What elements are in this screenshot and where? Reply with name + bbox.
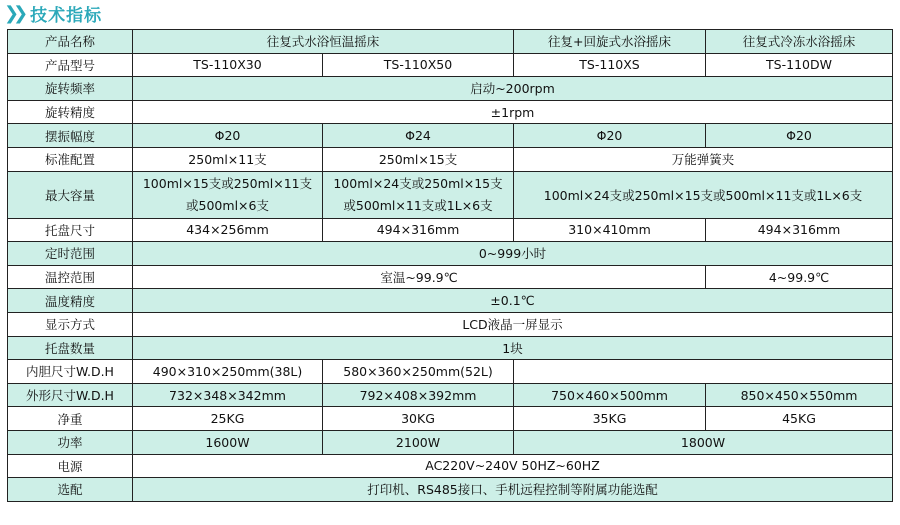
table-cell: 往复式冷冻水浴摇床 bbox=[706, 30, 893, 54]
table-row bbox=[8, 147, 893, 171]
table-cell: Φ20 bbox=[706, 124, 893, 148]
table-row bbox=[8, 407, 893, 431]
table-cell: LCD液晶一屏显示 bbox=[133, 312, 893, 336]
table-row bbox=[8, 100, 893, 124]
table-row bbox=[8, 454, 893, 478]
double-chevron-right-icon: ❯❯ bbox=[4, 2, 23, 24]
cell-line: 或500ml×6支 bbox=[186, 197, 269, 213]
table-cell: 往复+回旋式水浴摇床 bbox=[514, 30, 706, 54]
row-label: 托盘数量 bbox=[8, 336, 133, 360]
cell-line: 100ml×15支或250ml×11支 bbox=[142, 175, 313, 191]
table-cell: 100ml×24支或250ml×15支或500ml×11支或1L×6支 bbox=[514, 171, 893, 218]
cell-line: 100ml×24支或250ml×15支 bbox=[333, 175, 503, 191]
table-cell: 310×410mm bbox=[514, 218, 706, 242]
table-cell: ±1rpm bbox=[133, 100, 893, 124]
table-cell: 1600W bbox=[133, 430, 323, 454]
cell-line: 或500ml×11支或1L×6支 bbox=[343, 197, 493, 213]
table-cell: 750×460×500mm bbox=[514, 383, 706, 407]
table-cell: 4~99.9℃ bbox=[706, 265, 893, 289]
row-label: 温度精度 bbox=[8, 289, 133, 313]
table-cell: 打印机、RS485接口、手机远程控制等附属功能选配 bbox=[133, 478, 893, 502]
table-cell: 434×256mm bbox=[133, 218, 323, 242]
table-row bbox=[8, 124, 893, 148]
row-label: 显示方式 bbox=[8, 312, 133, 336]
row-label: 内胆尺寸W.D.H bbox=[8, 360, 133, 384]
table-cell: Φ20 bbox=[133, 124, 323, 148]
row-label: 摆振幅度 bbox=[8, 124, 133, 148]
table-cell: 250ml×11支 bbox=[133, 147, 323, 171]
table-row bbox=[8, 478, 893, 502]
row-label: 产品名称 bbox=[8, 30, 133, 54]
row-label: 产品型号 bbox=[8, 53, 133, 77]
section-title: 技术指标 bbox=[30, 5, 103, 26]
row-label: 温控范围 bbox=[8, 265, 133, 289]
table-row bbox=[8, 242, 893, 266]
table-cell bbox=[323, 171, 514, 218]
row-label: 功率 bbox=[8, 430, 133, 454]
row-label: 旋转精度 bbox=[8, 100, 133, 124]
row-label: 定时范围 bbox=[8, 242, 133, 266]
table-cell: 室温~99.9℃ bbox=[133, 265, 706, 289]
table-cell: AC220V~240V 50HZ~60HZ bbox=[133, 454, 893, 478]
table-row bbox=[8, 77, 893, 101]
row-label: 净重 bbox=[8, 407, 133, 431]
table-cell: TS-110X50 bbox=[323, 53, 514, 77]
table-row bbox=[8, 30, 893, 54]
table-row bbox=[8, 171, 893, 218]
table-cell: 494×316mm bbox=[323, 218, 514, 242]
section-header bbox=[4, 0, 102, 26]
table-cell: 45KG bbox=[706, 407, 893, 431]
table-cell bbox=[514, 360, 893, 384]
table-row bbox=[8, 383, 893, 407]
table-cell: TS-110X30 bbox=[133, 53, 323, 77]
table-cell: 580×360×250mm(52L) bbox=[323, 360, 514, 384]
table-cell: 往复式水浴恒温摇床 bbox=[133, 30, 514, 54]
table-cell bbox=[133, 171, 323, 218]
table-cell: 30KG bbox=[323, 407, 514, 431]
table-cell: 850×450×550mm bbox=[706, 383, 893, 407]
table-row bbox=[8, 53, 893, 77]
table-cell: ±0.1℃ bbox=[133, 289, 893, 313]
table-row bbox=[8, 265, 893, 289]
table-cell: 万能弹簧夹 bbox=[514, 147, 893, 171]
table-cell: 494×316mm bbox=[706, 218, 893, 242]
row-label: 电源 bbox=[8, 454, 133, 478]
row-label: 旋转频率 bbox=[8, 77, 133, 101]
table-cell: 732×348×342mm bbox=[133, 383, 323, 407]
row-label: 选配 bbox=[8, 478, 133, 502]
table-cell: 1800W bbox=[514, 430, 893, 454]
row-label: 外形尺寸W.D.H bbox=[8, 383, 133, 407]
table-row bbox=[8, 360, 893, 384]
table-cell: 1块 bbox=[133, 336, 893, 360]
table-cell: Φ20 bbox=[514, 124, 706, 148]
table-row bbox=[8, 218, 893, 242]
table-cell: TS-110DW bbox=[706, 53, 893, 77]
table-cell: 启动~200rpm bbox=[133, 77, 893, 101]
table-cell: Φ24 bbox=[323, 124, 514, 148]
table-cell: 792×408×392mm bbox=[323, 383, 514, 407]
spec-table bbox=[7, 29, 893, 502]
table-cell: 35KG bbox=[514, 407, 706, 431]
table-row bbox=[8, 312, 893, 336]
table-cell: 0~999小时 bbox=[133, 242, 893, 266]
table-cell: TS-110XS bbox=[514, 53, 706, 77]
table-row bbox=[8, 336, 893, 360]
table-cell: 25KG bbox=[133, 407, 323, 431]
row-label: 标准配置 bbox=[8, 147, 133, 171]
row-label: 最大容量 bbox=[8, 171, 133, 218]
table-cell: 490×310×250mm(38L) bbox=[133, 360, 323, 384]
table-cell: 250ml×15支 bbox=[323, 147, 514, 171]
table-row bbox=[8, 289, 893, 313]
table-row bbox=[8, 430, 893, 454]
table-cell: 2100W bbox=[323, 430, 514, 454]
row-label: 托盘尺寸 bbox=[8, 218, 133, 242]
